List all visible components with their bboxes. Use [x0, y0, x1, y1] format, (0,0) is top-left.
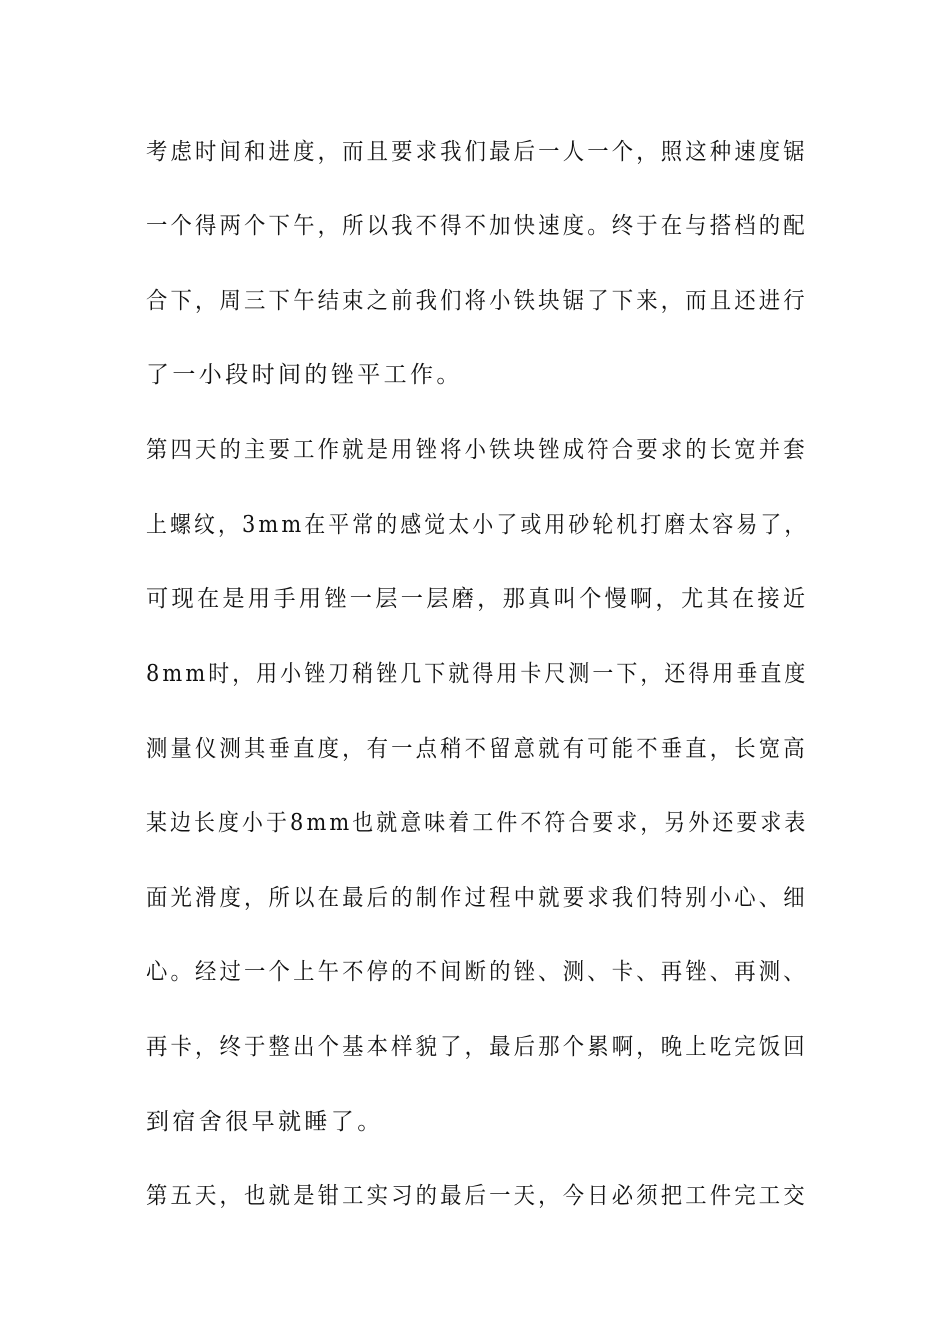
text-line: 测量仪测其垂直度，有一点稍不留意就有可能不垂直，长宽高	[146, 736, 808, 762]
text-line: 了一小段时间的锉平工作。	[146, 362, 463, 388]
text-line: 某边长度小于8mm也就意味着工件不符合要求，另外还要求表	[146, 810, 809, 836]
text-line: 合下，周三下午结束之前我们将小铁块锯了下来，而且还进行	[146, 288, 808, 314]
text-line: 面光滑度，所以在最后的制作过程中就要求我们特别小心、细	[146, 885, 808, 911]
text-line: 到宿舍很早就睡了。	[146, 1109, 384, 1135]
text-line: 第五天，也就是钳工实习的最后一天，今日必须把工件完工交	[146, 1183, 808, 1209]
text-line: 第四天的主要工作就是用锉将小铁块锉成符合要求的长宽并套	[146, 437, 808, 463]
text-line: 再卡，终于整出个基本样貌了，最后那个累啊，晚上吃完饭回	[146, 1034, 808, 1060]
text-line: 一个得两个下午，所以我不得不加快速度。终于在与搭档的配	[146, 213, 808, 239]
text-line: 可现在是用手用锉一层一层磨，那真叫个慢啊，尤其在接近	[146, 586, 809, 612]
text-line: 心。经过一个上午不停的不间断的锉、测、卡、再锉、再测、	[146, 959, 808, 985]
text-line: 8mm时，用小锉刀稍锉几下就得用卡尺测一下，还得用垂直度	[146, 661, 809, 687]
text-line: 考虑时间和进度，而且要求我们最后一人一个，照这种速度锯	[146, 139, 808, 165]
text-line: 上螺纹，3mm在平常的感觉太小了或用砂轮机打磨太容易了，	[146, 512, 809, 538]
